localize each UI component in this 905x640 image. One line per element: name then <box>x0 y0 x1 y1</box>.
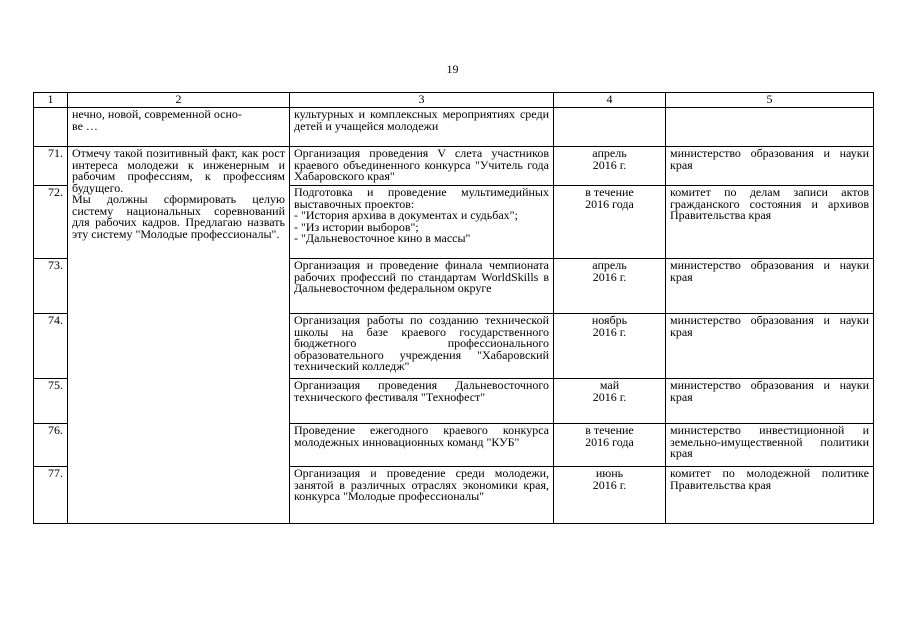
date-line: 2016 года <box>585 434 634 449</box>
cell-date <box>554 108 666 147</box>
date-line: 2016 г. <box>592 269 627 284</box>
cell-responsible: министерство инвестиционной и земельно-имущественной политики края <box>666 424 874 467</box>
cell-num: 72. <box>34 186 68 259</box>
cell-date <box>554 259 666 314</box>
cell-responsible: министерство образования и науки края <box>666 147 874 186</box>
date-line: в течение <box>585 423 634 437</box>
cell-num: 73. <box>34 259 68 314</box>
header-col-5: 5 <box>666 93 874 108</box>
cell-merged-proposal <box>68 147 290 524</box>
header-col-4: 4 <box>554 93 666 108</box>
events-plan-table <box>33 92 874 524</box>
activity-text: Подготовка и проведение мультимедийных выставочных проектов: <box>294 185 549 211</box>
cell-date <box>554 424 666 467</box>
proposal-paragraph: Отмечу такой позитивный факт, как рост интереса молодежи к инженерным и рабочим профессиям, к профессиям будущего. <box>72 146 285 195</box>
header-col-1: 1 <box>34 93 68 108</box>
cell-responsible: комитет по молодежной политике Правительства края <box>666 467 874 524</box>
cell-num <box>34 108 68 147</box>
cell-responsible <box>666 108 874 147</box>
cell-responsible: министерство образования и науки края <box>666 259 874 314</box>
cell-date <box>554 314 666 379</box>
list-item: - "Из истории выборов"; <box>294 219 419 234</box>
cell-date <box>554 379 666 424</box>
cell-activity: Организация работы по созданию технической школы на базе краевого государственного бюджетного профессионального образовательного учреждения "Хабаровский технический колледж" <box>290 314 554 379</box>
date-line: апрель <box>592 258 627 272</box>
date-line: ноябрь <box>591 313 628 327</box>
page-number: 19 <box>446 62 459 76</box>
activity-item-list <box>294 210 549 245</box>
cell-responsible: министерство образования и науки края <box>666 314 874 379</box>
date-line: 2016 г. <box>592 157 627 172</box>
proposal-continuation-line: ве … <box>72 118 98 133</box>
list-item: - "Дальневосточное кино в массы" <box>294 231 471 245</box>
cell-num: 77. <box>34 467 68 524</box>
table-row <box>34 147 874 186</box>
proposal-continuation-line: нечно, новой, современной осно- <box>72 107 242 121</box>
date-line: в течение <box>585 185 634 199</box>
date-line: апрель <box>592 146 627 160</box>
header-col-2: 2 <box>68 93 290 108</box>
cell-responsible: министерство образования и науки края <box>666 379 874 424</box>
date-line: 2016 г. <box>592 324 627 339</box>
date-line: 2016 г. <box>592 389 627 404</box>
cell-responsible: комитет по делам записи актов гражданского состояния и архивов Правительства края <box>666 186 874 259</box>
cell-activity: Организация проведения V слета участников краевого объединенного конкурса "Учитель года Хабаровского края" <box>290 147 554 186</box>
cell-num: 71. <box>34 147 68 186</box>
date-line: май <box>599 378 620 392</box>
date-line: июнь <box>595 466 624 480</box>
cell-activity: Организация и проведение финала чемпионата рабочих профессий по стандартам WorldSkills в Дальневосточном федеральном округе <box>290 259 554 314</box>
cell-num: 76. <box>34 424 68 467</box>
header-col-3: 3 <box>290 93 554 108</box>
date-line: 2016 года <box>585 196 634 211</box>
table-row-continuation <box>34 108 874 147</box>
cell-activity <box>290 186 554 259</box>
cell-num: 75. <box>34 379 68 424</box>
cell-activity-continuation: культурных и комплексных мероприятиях среди детей и учащейся молодежи <box>290 108 554 147</box>
list-item: - "История архива в документах и судьбах"; <box>294 208 518 222</box>
cell-proposal-continuation <box>68 108 290 147</box>
proposal-paragraph: Мы должны сформировать целую систему национальных соревнований для рабочих кадров. Предлагаю назвать эту систему "Молодые профессионалы". <box>72 192 285 241</box>
cell-date <box>554 186 666 259</box>
cell-activity: Организация проведения Дальневосточного технического фестиваля "Технофест" <box>290 379 554 424</box>
date-line: 2016 г. <box>592 477 627 492</box>
cell-activity: Организация и проведение среди молодежи, занятой в различных отраслях экономики края, конкурса "Молодые профессионалы" <box>290 467 554 524</box>
cell-date <box>554 147 666 186</box>
table-header-row <box>34 93 874 108</box>
cell-activity: Проведение ежегодного краевого конкурса молодежных инновационных команд "КУБ" <box>290 424 554 467</box>
cell-num: 74. <box>34 314 68 379</box>
cell-date <box>554 467 666 524</box>
